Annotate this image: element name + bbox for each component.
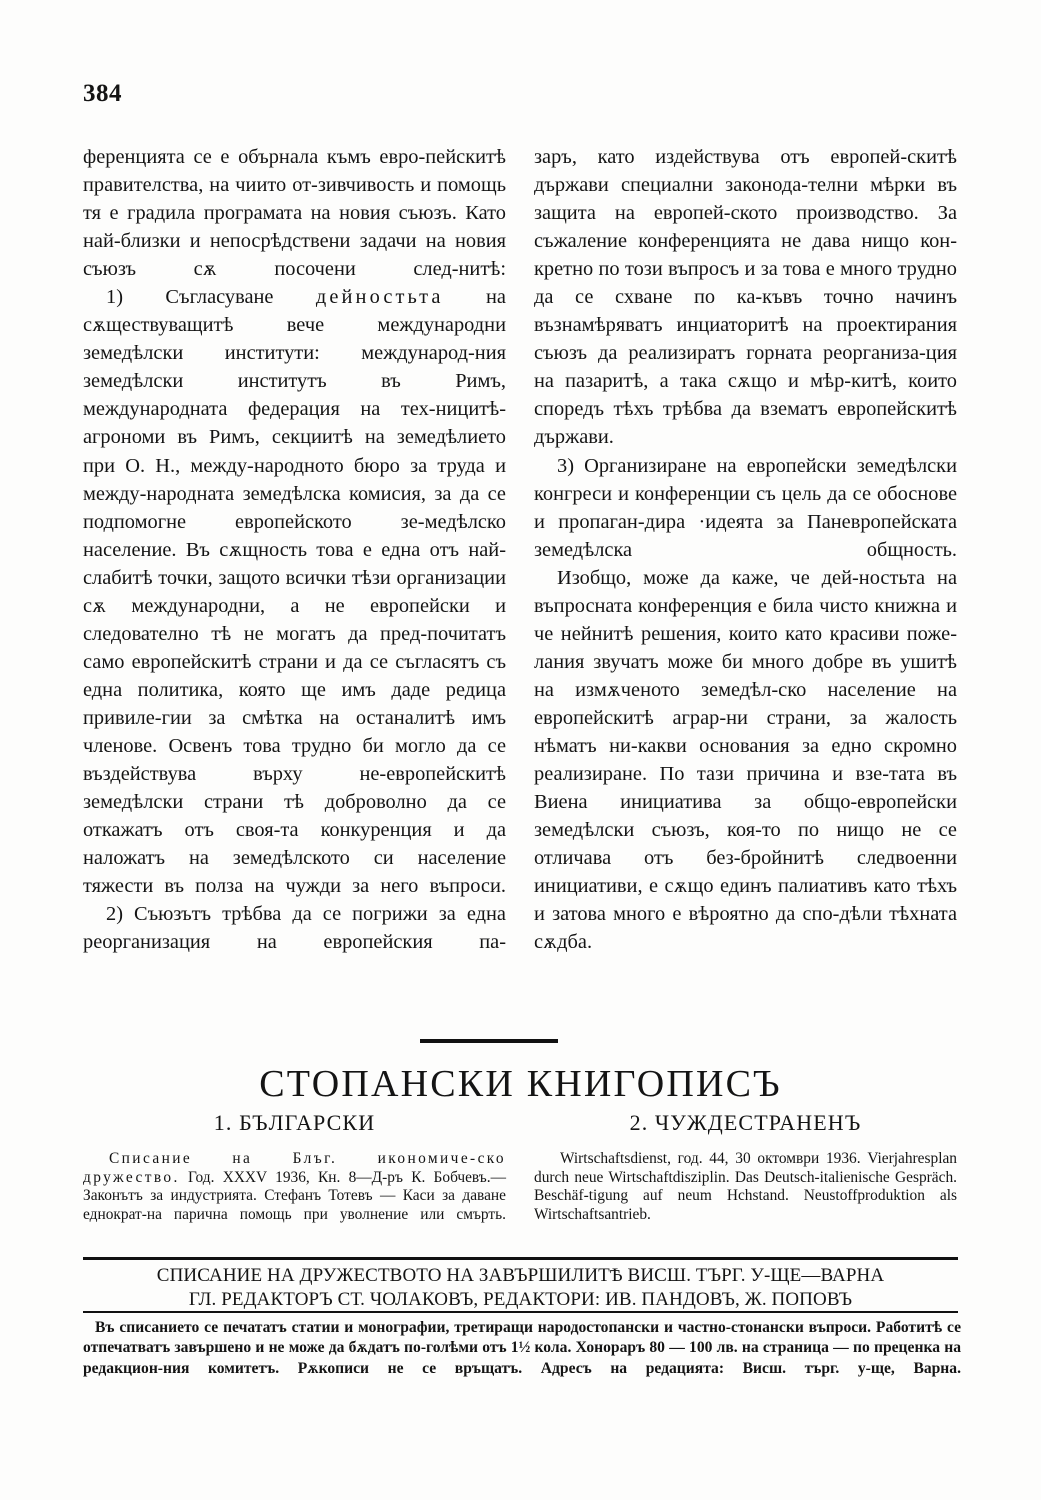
emphasized-term: дейностьта — [315, 286, 444, 309]
item-1-rest: на сѫществуващитѣ вече международни земедѣлски институти: международ-ния земедѣлски институтъ въ Римъ, международната федерация на тех-ницитѣ-агрономи въ Римъ, секциитѣ на земедѣлието при О. Н., между-народното бюро за труда и между-народната земедѣлска комисия, за да се подпомогне европейското зе-медѣлско население. Въ сѫщность това е една отъ най-слабитѣ точки, защото всички тѣзи организации сѫ международни, а не европейски и следователно тѣ не могатъ да пред-почитатъ само европейскитѣ страни и да се съгласятъ съ една политика, която ще имъ даде редица привиле-гии за смѣтка на останалитѣ имъ членове. Освенъ това трудно би могло да се въздействува върху не-европейскитѣ земедѣлски страни тѣ доброволно да се откажатъ отъ своя-та конкуренция и да наложатъ на земедѣлското си население тяжести въ полза на чужди за него въпроси. — [83, 286, 506, 898]
paragraph-continuation-right: заръ, като издействува отъ европей-скитѣ държави специални законода-телни мѣрки въ защита на европей-ското производство. За съжаление конференцията не дава нищо кон-кретно по този въпросъ и за това е много трудно да се схване по ка-къвъ точно начинъ възнамѣряватъ инциаторитѣ на проектирания съюзъ да реализиратъ горната реорганиза-ция на пазаритѣ, а така сѫщо и мѣр-китѣ, които споредъ тѣхъ трѣбва да взематъ европейскитѣ държави. — [534, 146, 957, 449]
journal-name: Списание на Блъг. икономиче-ско дружество. — [83, 1150, 506, 1186]
bibliography-section-2-heading: 2. ЧУЖДЕСТРАНЕНЪ — [629, 1110, 862, 1135]
bibliography-section-1-heading: 1. БЪЛГАРСКИ — [213, 1110, 376, 1135]
paragraph-continuation: ференцията се е обърнала къмъ евро-пейскитѣ правителства, на чиито от-зивчивость и помощь тя е градила програмата на новия съюзъ. Като най-близки и непосрѣдствени задачи на новия съюзъ сѫ посочени след-нитѣ: — [83, 146, 506, 281]
paragraph-item-1 — [83, 283, 506, 900]
colophon — [83, 1264, 958, 1312]
article-column-left — [83, 143, 506, 956]
page-number: 384 — [83, 80, 122, 107]
article-body — [83, 143, 958, 956]
colophon-publisher-line: СПИСАНИЕ НА ДРУЖЕСТВОТО НА ЗАВЪРШИЛИТѢ ВИСШ. ТЪРГ. У-ЩЕ—ВАРНА — [156, 1265, 885, 1286]
submission-notice — [83, 1318, 961, 1379]
bibliography-title: СТОПАНСКИ КНИГОПИСЪ — [259, 1063, 782, 1105]
foreign-journal-details: Wirtschaftsdienst, год. 44, 30 октомври 1936. Vierjahresplan durch neue Wirtschaftdisziplin. Das Deutsch-italienische Gespräch. Beschäf-tigung auf neum Hchstand. Neustoffproduktion als Wirtschaftsantrieb. — [534, 1150, 957, 1223]
paragraph-item-2: 2) Съюзътъ трѣбва да се погрижи за една реорганизация на европейския па- — [83, 903, 506, 954]
colophon-bottom-rule — [83, 1311, 958, 1313]
paragraph-conclusion: Изобщо, може да каже, че дей-ностьта на въпросната конференция е била чисто книжна и че нейнитѣ решения, които като красиви поже-лания звучатъ може би много добре въ ушитѣ на измѫченото земедѣл-ско население на европейскитѣ аграр-ни страни, за жалость нѣматъ ни-какви основания за едно скромно реализиране. По тази причина и взе-тата въ Виена инициатива за общо-европейски земедѣлски съюзъ, коя-то по нищо не се отличава отъ без-бройнитѣ следвоенни инициативи, е сѫщо единъ палиативъ като тѣхъ и затова много е вѣроятно да спо-дѣли тѣхната сѫдба. — [534, 566, 957, 954]
bibliography-entry-bulgarian — [83, 1150, 506, 1224]
colophon-top-rule — [83, 1257, 958, 1260]
paragraph-item-3: 3) Организиране на европейски земедѣлски конгреси и конференции съ цель да се обоснове и пропаган-дира ·идеята за Паневропейската земедѣлска общность. — [534, 454, 957, 561]
bibliography-entry-foreign — [534, 1150, 957, 1224]
fineprint-body: Въ списанието се печататъ статии и монографии, третиращи народостопански и частно-стонански въпроси. Работитѣ се отпечатватъ завършено и не може да бѫдатъ по-голѣми отъ 1½ кола. Хонораръ 80 — 100 лв. на страница — по преценка на редакцион-ния комитетъ. Рѫкописи не се връщатъ. Адресъ на редацията: Висш. търг. у-ще, Варна. — [83, 1319, 961, 1377]
bibliography-column-foreign — [534, 1150, 957, 1224]
article-column-right — [534, 143, 957, 956]
section-divider-rule — [420, 1039, 558, 1043]
item-1-lead: 1) Съгласуване — [106, 286, 316, 309]
submission-notice-text — [83, 1318, 961, 1379]
journal-details: Год. XXXV 1936, Кн. 8—Д-ръ К. Бобчевъ.—Законътъ за индустрията. Стефанъ Тотевъ — Каси за даване еднократ-на парична помощь при уволнение или смърть. — [83, 1168, 506, 1223]
bibliography-section-headings — [83, 1110, 958, 1136]
bibliography-column-bulgarian — [83, 1150, 506, 1224]
bibliography-entries — [83, 1150, 958, 1224]
colophon-editors-line: ГЛ. РЕДАКТОРЪ СТ. ЧОЛАКОВЪ, РЕДАКТОРИ: ИВ. ПАНДОВЪ, Ж. ПОПОВЪ — [188, 1289, 853, 1310]
